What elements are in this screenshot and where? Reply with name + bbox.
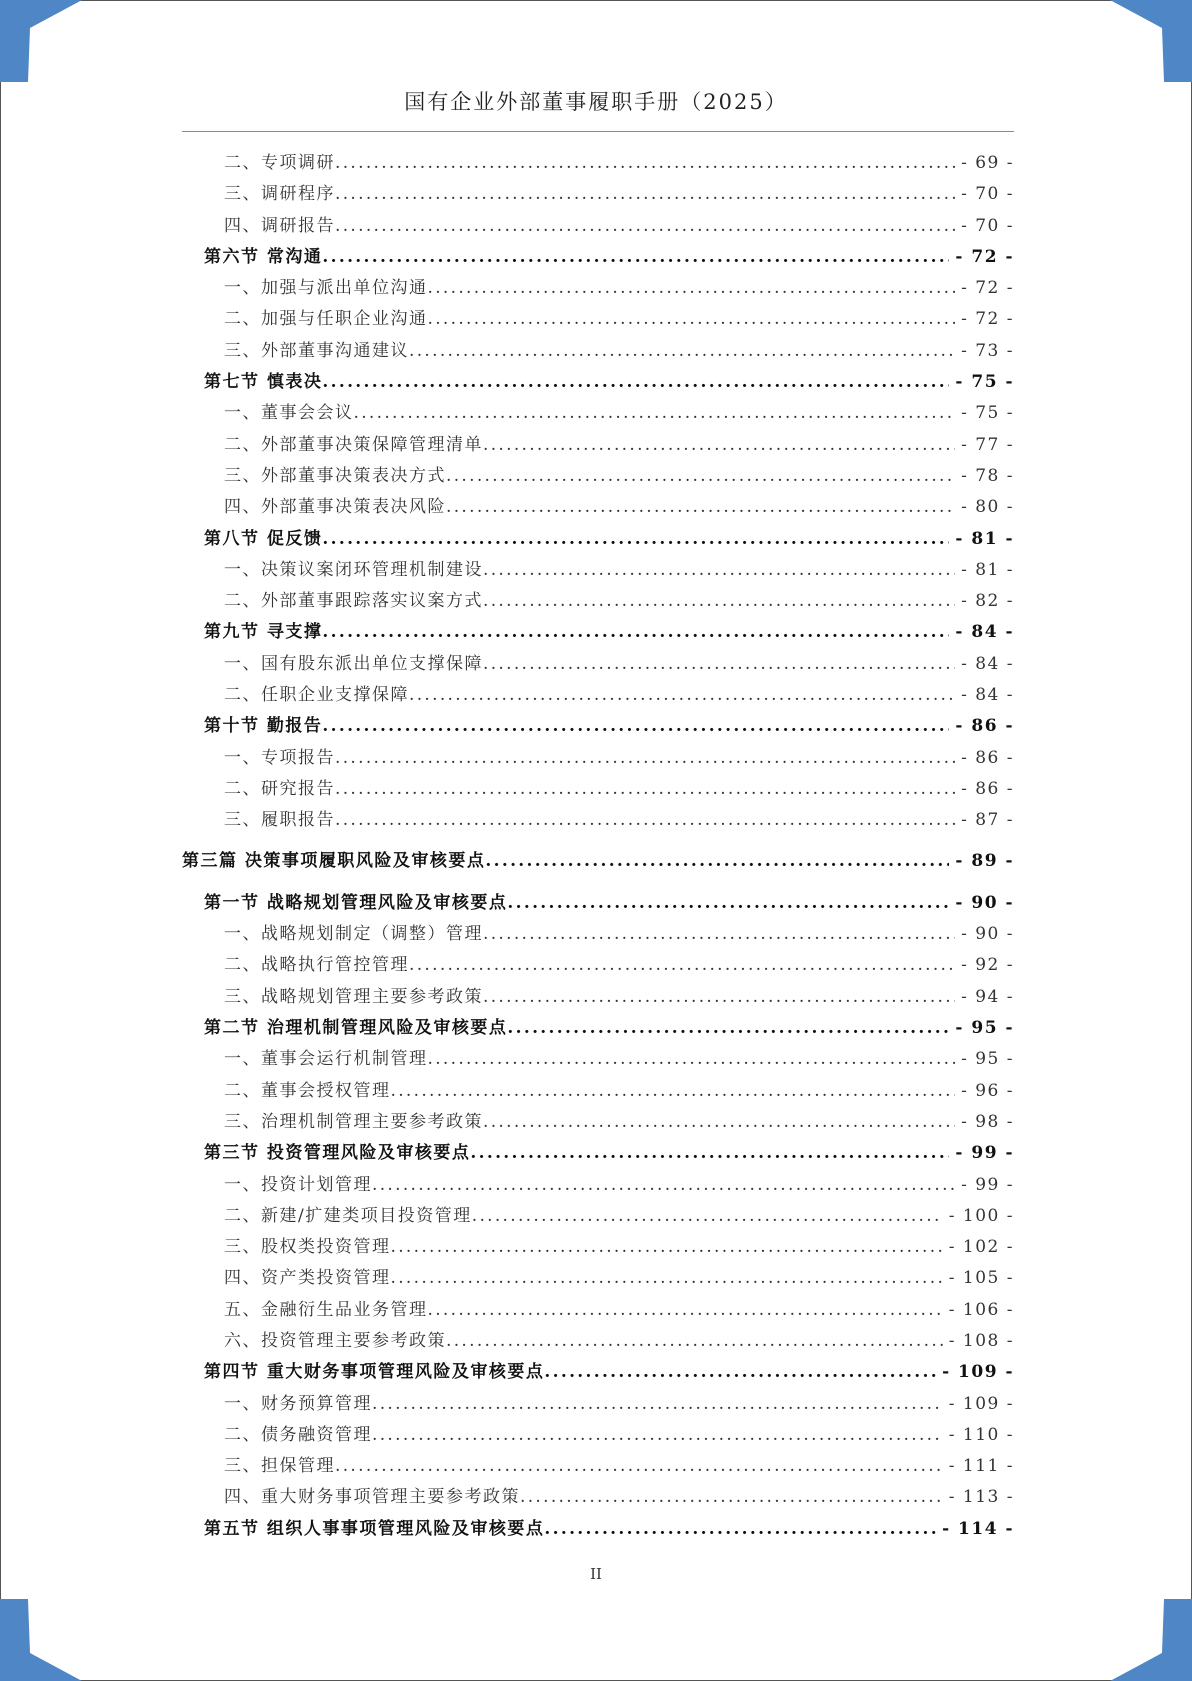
- toc-entry-title: 二、董事会授权管理: [224, 1080, 391, 1101]
- toc-page-number: - 78 -: [961, 465, 1014, 486]
- toc-page-number: - 86 -: [961, 747, 1014, 768]
- toc-item-entry[interactable]: [182, 950, 1014, 981]
- toc-page-number: - 98 -: [961, 1111, 1014, 1132]
- toc-item-entry[interactable]: [182, 1451, 1014, 1482]
- toc-entry-title: 一、决策议案闭环管理机制建设: [224, 559, 483, 580]
- toc-page-number: - 84 -: [955, 622, 1014, 643]
- toc-section-entry[interactable]: [182, 888, 1014, 919]
- toc-page-number: - 72 -: [961, 309, 1014, 330]
- toc-item-entry[interactable]: [182, 492, 1014, 523]
- toc-entry-title: 三、股权类投资管理: [224, 1237, 391, 1258]
- toc-item-entry[interactable]: [182, 1044, 1014, 1075]
- toc-item-entry[interactable]: [182, 1076, 1014, 1107]
- toc-entry-title: 四、资产类投资管理: [224, 1268, 391, 1289]
- toc-item-entry[interactable]: [182, 919, 1014, 950]
- toc-entry-title: 第十节 勤报告: [204, 716, 323, 737]
- toc-entry-title: 三、履职报告: [224, 810, 335, 831]
- toc-dot-leader: [391, 1263, 943, 1294]
- toc-entry-title: 四、重大财务事项管理主要参考政策: [224, 1487, 520, 1508]
- table-of-contents: [182, 148, 1014, 1545]
- toc-entry-title: 第五节 组织人事事项管理风险及审核要点: [204, 1518, 545, 1539]
- toc-page-number: - 105 -: [948, 1268, 1014, 1289]
- toc-entry-title: 第三节 投资管理风险及审核要点: [204, 1143, 471, 1164]
- corner-decoration-top-left: [0, 0, 90, 90]
- toc-item-entry[interactable]: [182, 1420, 1014, 1451]
- toc-page-number: - 70 -: [961, 184, 1014, 205]
- toc-entry-title: 二、外部董事决策保障管理清单: [224, 434, 483, 455]
- toc-section-entry[interactable]: [182, 1138, 1014, 1169]
- toc-item-entry[interactable]: [182, 586, 1014, 617]
- toc-item-entry[interactable]: [182, 1389, 1014, 1420]
- toc-dot-leader: [483, 430, 955, 461]
- toc-page-number: - 80 -: [961, 497, 1014, 518]
- toc-dot-leader: [472, 1201, 943, 1232]
- toc-page-number: - 99 -: [961, 1174, 1014, 1195]
- toc-entry-title: 第八节 促反馈: [204, 528, 323, 549]
- toc-entry-title: 第二节 治理机制管理风险及审核要点: [204, 1018, 508, 1039]
- toc-item-entry[interactable]: [182, 179, 1014, 210]
- toc-page-number: - 72 -: [961, 278, 1014, 299]
- toc-page-number: - 86 -: [955, 716, 1014, 737]
- toc-dot-leader: [428, 304, 956, 335]
- toc-entry-title: 一、国有股东派出单位支撑保障: [224, 653, 483, 674]
- toc-dot-leader: [470, 1138, 949, 1169]
- toc-page-number: - 95 -: [961, 1049, 1014, 1070]
- toc-entry-title: 五、金融衍生品业务管理: [224, 1299, 428, 1320]
- page-number: II: [590, 1565, 602, 1583]
- toc-dot-leader: [483, 1107, 955, 1138]
- toc-page-number: - 106 -: [948, 1299, 1014, 1320]
- toc-entry-title: 二、战略执行管控管理: [224, 955, 409, 976]
- toc-dot-leader: [409, 950, 955, 981]
- toc-entry-title: 第九节 寻支撑: [204, 622, 323, 643]
- toc-item-entry[interactable]: [182, 1232, 1014, 1263]
- toc-page-number: - 109 -: [942, 1362, 1014, 1383]
- toc-page-number: - 100 -: [948, 1205, 1014, 1226]
- toc-entry-title: 三、战略规划管理主要参考政策: [224, 986, 483, 1007]
- toc-page-number: - 108 -: [948, 1330, 1014, 1351]
- toc-page-number: - 114 -: [942, 1518, 1014, 1539]
- toc-item-entry[interactable]: [182, 304, 1014, 335]
- toc-entry-title: 一、专项报告: [224, 747, 335, 768]
- toc-dot-leader: [483, 919, 955, 950]
- toc-entry-title: 二、债务融资管理: [224, 1424, 372, 1445]
- toc-section-entry[interactable]: [182, 367, 1014, 398]
- toc-page-number: - 81 -: [961, 559, 1014, 580]
- toc-entry-title: 一、董事会会议: [224, 403, 354, 424]
- toc-dot-leader: [483, 982, 955, 1013]
- toc-page-number: - 72 -: [955, 246, 1014, 267]
- toc-dot-leader: [391, 1076, 956, 1107]
- toc-page-number: - 77 -: [961, 434, 1014, 455]
- toc-entry-title: 二、研究报告: [224, 778, 335, 799]
- toc-page-number: - 89 -: [955, 850, 1014, 871]
- toc-dot-leader: [372, 1389, 943, 1420]
- toc-entry-title: 第四节 重大财务事项管理风险及审核要点: [204, 1362, 545, 1383]
- toc-page-number: - 109 -: [948, 1393, 1014, 1414]
- toc-page-number: - 102 -: [948, 1237, 1014, 1258]
- toc-dot-leader: [335, 1451, 943, 1482]
- toc-dot-leader: [446, 492, 955, 523]
- toc-dot-leader: [520, 1482, 943, 1513]
- toc-section-entry[interactable]: [182, 524, 1014, 555]
- toc-dot-leader: [409, 336, 955, 367]
- toc-dot-leader: [354, 398, 956, 429]
- toc-entry-title: 四、调研报告: [224, 215, 335, 236]
- corner-decoration-bottom-right: [1102, 1591, 1192, 1681]
- toc-part-entry[interactable]: [182, 846, 1014, 877]
- toc-page-number: - 70 -: [961, 215, 1014, 236]
- toc-dot-leader: [322, 242, 949, 273]
- toc-dot-leader: [446, 461, 955, 492]
- toc-page-number: - 92 -: [961, 955, 1014, 976]
- toc-dot-leader: [428, 1044, 956, 1075]
- toc-dot-leader: [391, 1232, 943, 1263]
- corner-decoration-bottom-left: [0, 1591, 90, 1681]
- toc-dot-leader: [322, 711, 949, 742]
- toc-page-number: - 84 -: [961, 653, 1014, 674]
- toc-item-entry[interactable]: [182, 1263, 1014, 1294]
- toc-dot-leader: [485, 846, 949, 877]
- toc-item-entry[interactable]: [182, 1482, 1014, 1513]
- toc-entry-title: 六、投资管理主要参考政策: [224, 1330, 446, 1351]
- toc-page-number: - 82 -: [961, 591, 1014, 612]
- toc-page-number: - 96 -: [961, 1080, 1014, 1101]
- toc-item-entry[interactable]: [182, 1107, 1014, 1138]
- toc-section-entry[interactable]: [182, 1357, 1014, 1388]
- toc-entry-title: 二、专项调研: [224, 153, 335, 173]
- toc-entry-title: 第六节 常沟通: [204, 246, 323, 267]
- toc-entry-title: 二、任职企业支撑保障: [224, 685, 409, 706]
- toc-dot-leader: [335, 148, 955, 179]
- toc-item-entry[interactable]: [182, 982, 1014, 1013]
- toc-item-entry[interactable]: [182, 461, 1014, 492]
- toc-section-entry[interactable]: [182, 1013, 1014, 1044]
- toc-item-entry[interactable]: [182, 743, 1014, 774]
- toc-entry-title: 一、加强与派出单位沟通: [224, 278, 428, 299]
- toc-item-entry[interactable]: [182, 1326, 1014, 1357]
- toc-page-number: - 75 -: [961, 403, 1014, 424]
- toc-dot-leader: [335, 743, 955, 774]
- toc-page-number: - 111 -: [948, 1456, 1014, 1477]
- toc-entry-title: 四、外部董事决策表决风险: [224, 497, 446, 518]
- toc-page-number: - 73 -: [961, 340, 1014, 361]
- toc-item-entry[interactable]: [182, 148, 1014, 179]
- toc-item-entry[interactable]: [182, 336, 1014, 367]
- toc-item-entry[interactable]: [182, 1295, 1014, 1326]
- toc-entry-title: 一、战略规划制定（调整）管理: [224, 924, 483, 945]
- toc-entry-title: 三、外部董事沟通建议: [224, 340, 409, 361]
- toc-dot-leader: [483, 555, 955, 586]
- toc-dot-leader: [322, 367, 949, 398]
- toc-item-entry[interactable]: [182, 211, 1014, 242]
- toc-page-number: - 75 -: [955, 372, 1014, 393]
- toc-entry-title: 二、外部董事跟踪落实议案方式: [224, 591, 483, 612]
- corner-decoration-top-right: [1102, 0, 1192, 90]
- toc-entry-title: 第七节 慎表决: [204, 372, 323, 393]
- toc-entry-title: 三、担保管理: [224, 1456, 335, 1477]
- toc-section-entry[interactable]: [182, 711, 1014, 742]
- toc-dot-leader: [322, 524, 949, 555]
- toc-item-entry[interactable]: [182, 805, 1014, 836]
- header-rule: [182, 131, 1014, 132]
- toc-page-number: - 95 -: [955, 1018, 1014, 1039]
- toc-item-entry[interactable]: [182, 430, 1014, 461]
- toc-item-entry[interactable]: [182, 398, 1014, 429]
- toc-dot-leader: [544, 1357, 936, 1388]
- toc-page-number: - 69 -: [961, 153, 1014, 173]
- toc-page-number: - 86 -: [961, 778, 1014, 799]
- toc-page-number: - 84 -: [961, 685, 1014, 706]
- toc-entry-title: 二、新建/扩建类项目投资管理: [224, 1205, 472, 1226]
- toc-dot-leader: [446, 1326, 943, 1357]
- toc-page-number: - 90 -: [961, 924, 1014, 945]
- toc-section-entry[interactable]: [182, 242, 1014, 273]
- toc-dot-leader: [483, 586, 955, 617]
- toc-entry-title: 三、调研程序: [224, 184, 335, 205]
- toc-page-number: - 110 -: [948, 1424, 1014, 1445]
- toc-item-entry[interactable]: [182, 680, 1014, 711]
- toc-dot-leader: [322, 617, 949, 648]
- toc-dot-leader: [372, 1170, 955, 1201]
- toc-dot-leader: [335, 211, 955, 242]
- toc-entry-title: 第一节 战略规划管理风险及审核要点: [204, 892, 508, 913]
- toc-item-entry[interactable]: [182, 555, 1014, 586]
- toc-section-entry[interactable]: [182, 617, 1014, 648]
- toc-section-entry[interactable]: [182, 1514, 1014, 1545]
- toc-item-entry[interactable]: [182, 649, 1014, 680]
- toc-dot-leader: [335, 805, 955, 836]
- toc-dot-leader: [372, 1420, 943, 1451]
- toc-item-entry[interactable]: [182, 1170, 1014, 1201]
- toc-entry-title: 三、治理机制管理主要参考政策: [224, 1111, 483, 1132]
- toc-dot-leader: [335, 774, 955, 805]
- toc-dot-leader: [335, 179, 955, 210]
- toc-entry-title: 三、外部董事决策表决方式: [224, 465, 446, 486]
- toc-item-entry[interactable]: [182, 1201, 1014, 1232]
- toc-page-number: - 113 -: [948, 1487, 1014, 1508]
- toc-page-number: - 87 -: [961, 810, 1014, 831]
- toc-dot-leader: [428, 1295, 943, 1326]
- toc-dot-leader: [507, 1013, 949, 1044]
- toc-entry-title: 一、董事会运行机制管理: [224, 1049, 428, 1070]
- toc-page-number: - 90 -: [955, 892, 1014, 913]
- toc-dot-leader: [507, 888, 949, 919]
- toc-page-number: - 99 -: [955, 1143, 1014, 1164]
- toc-entry-title: 二、加强与任职企业沟通: [224, 309, 428, 330]
- toc-dot-leader: [428, 273, 956, 304]
- toc-item-entry[interactable]: [182, 273, 1014, 304]
- toc-page-number: - 81 -: [955, 528, 1014, 549]
- toc-entry-title: 第三篇 决策事项履职风险及审核要点: [182, 850, 486, 871]
- toc-page-number: - 94 -: [961, 986, 1014, 1007]
- toc-dot-leader: [409, 680, 955, 711]
- toc-dot-leader: [483, 649, 955, 680]
- toc-dot-leader: [544, 1514, 936, 1545]
- toc-item-entry[interactable]: [182, 774, 1014, 805]
- toc-entry-title: 一、财务预算管理: [224, 1393, 372, 1414]
- page-header-title: 国有企业外部董事履职手册（2025）: [404, 90, 788, 114]
- toc-entry-title: 一、投资计划管理: [224, 1174, 372, 1195]
